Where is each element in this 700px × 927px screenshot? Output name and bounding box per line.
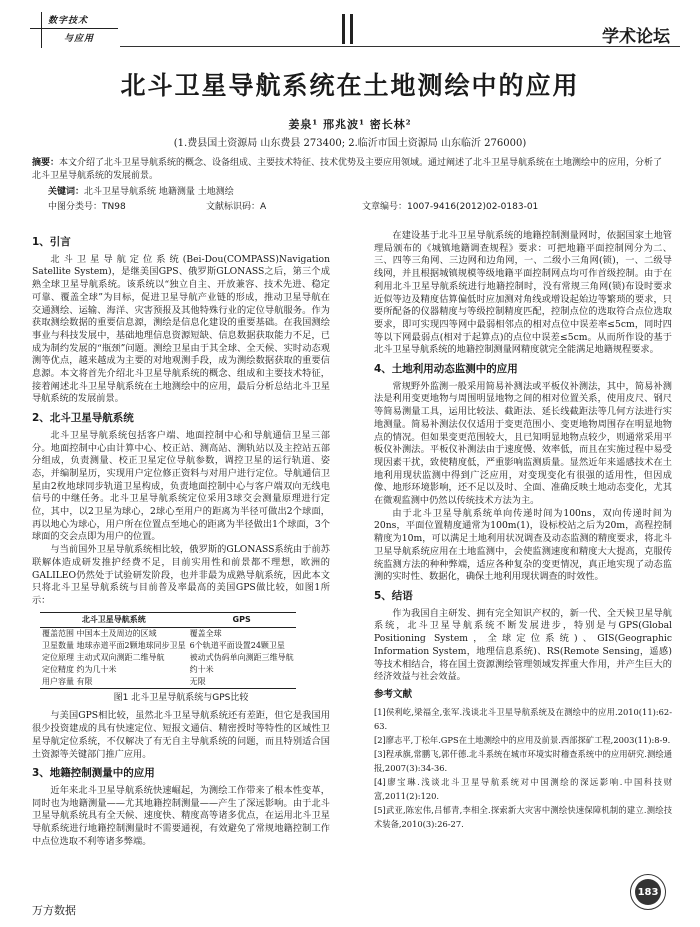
cell-beidou: 中国本土及周边的区域: [76, 628, 157, 638]
header-rule: [120, 46, 680, 47]
footer-source: 万方数据: [32, 904, 76, 917]
right-column: [374, 230, 672, 831]
left-column: [32, 230, 330, 848]
cell-gps: 约十米: [189, 664, 214, 674]
abstract-label: 摘要：: [32, 158, 60, 168]
table-row: [40, 652, 296, 664]
keywords: [48, 184, 668, 197]
reference-item: [1]侯利屹,梁福全,张军.浅谈北斗卫星导航系统及在测绘中的应用.2010(11):62-63.: [374, 706, 672, 731]
journal-logo: [30, 12, 118, 48]
cell-gps: 无限: [188, 676, 296, 689]
paragraph: 北斗卫星导航定位系统(Bei-Dou(COMPASS)Navigation Satellite System)，是继美国GPS、俄罗斯GLONASS之后，第三个成熟全球卫星导航系统。该系统以“独立自主、开放兼容、技术先进、稳定可靠、覆盖全球”为目标，促进卫星导航产业链的形成，推动卫星导航在交通测绘、运输、海洋、灾害预报及其他特殊行业的定位导航服务。作为获取测绘数据的重要信息源，测绘是信息化建设的重要基础。在我国测绘事业与科技发展中，基础地理信息资源短缺、信息数据获取能力不足，已成为制约发展的“瓶颈”问题。测绘卫星由于其全球、全天候、实时动态观测等优点，越来越成为主要的对地观测手段，成为测绘数据获取的重要信息源。本文将首先介绍北斗卫星导航系统的概念、组成和主要技术特征，接着阐述北斗卫星导航系统在土地测绘中的应用，最后分析总结北斗卫星导航系统的发展前景。: [32, 253, 330, 405]
cell-beidou: 地球赤道平面2颗地球同步卫星: [76, 640, 186, 650]
row-label: 卫星数量: [42, 640, 74, 650]
article-number: 文章编号：1007-9416(2012)02-0183-01: [362, 202, 539, 212]
reference-item: [4]廖宝琳.浅谈北斗卫星导航系统对中国测绘的深远影响.中国科技财富,2011(2):120.: [374, 776, 672, 801]
clc-number: 中图分类号：TN98: [48, 202, 126, 212]
figure-caption: 图1 北斗卫星导航系统与GPS比较: [113, 692, 249, 703]
paragraph: 在建设基于北斗卫星导航系统的地籍控制测量网时，依据国家土地管理局颁布的《城镇地籍调查规程》要求：可把地籍平面控制网分为二、三、四等三角网、三边网和边角网，一、二级小三角网(锁)，一、二级导线网，并且根据城镇规模等级地籍平面控制网点均可作首级控制。由于在利用北斗卫星导航系统进行地籍控制时，没有常规三角网(锁)布设时要求近似等边及精度估算偏低时应加测对角线或增设起始边等繁琐的要求，只要所配备的仪器精度与等级控制精度匹配，控制点位的选取符合点位选取要求，即可实现四等网中最弱相邻点的相对点位中误差率≤5cm，同时四等以下网最弱点(相对于起算点)的点位中误差≤5cm。从而所作设的基于北斗卫星导航系统的地籍控制测量网精度就完全能满足地籍规程要求。: [374, 230, 672, 356]
table-header-gps: GPS: [188, 612, 296, 627]
section-heading: 5、结语: [374, 589, 413, 602]
journal-logo-line2: 与应用: [64, 34, 95, 44]
cell-beidou: 主动式双向测距二维导航: [76, 652, 165, 662]
article-title: 北斗卫星导航系统在土地测绘中的应用: [120, 71, 580, 100]
cell-gps: 覆盖全球: [189, 628, 222, 638]
reference-item: [2]廖志平,丁松年.GPS在土地测绘中的应用及前景.西部探矿工程,2003(11):8-9.: [374, 734, 671, 745]
article-authors: 姜泉¹ 邢兆波¹ 密长林²: [288, 118, 412, 131]
table-row: [40, 676, 296, 689]
header-marks: [342, 14, 356, 44]
reference-item: [3]程承旗,常鹏飞,郭仟德.北斗系统在城市环境实时稽查系统中的应用研究.测绘通报,2007(3):34-36.: [374, 748, 672, 773]
references-heading: 参考文献: [374, 688, 413, 700]
abstract: [32, 157, 668, 183]
references-list: [374, 705, 672, 831]
paragraph: 与美国GPS相比较，虽然北斗卫星导航系统还有差距，但它是我国用很少投资建成的具有快速定位、短报文通信、精密授时等特性的区域性卫星导航定位系统，不仅解决了有无自主导航系统的问题，而且特别适合国土资源等关键部门推广应用。: [32, 710, 330, 760]
section-heading: 4、土地利用动态监测中的应用: [374, 363, 518, 376]
page-header: [0, 0, 700, 55]
paragraph: 近年来北斗卫星导航系统快速崛起，为测绘工作带来了根本性变革，同时也为地籍测量——尤其地籍控制测量——产生了深远影响。由于北斗卫星导航系统具有全天候、速度快、精度高等诸多优点，在运用北斗卫星导航系统进行地籍控制测量时不需要通视，有效避免了常规地籍控制工作中点位选取不利等诸多弊端。: [32, 784, 330, 847]
row-label: 覆盖范围: [42, 628, 74, 638]
paragraph: 与当前国外卫星导航系统相比较，俄罗斯的GLONASS系统由于前苏联解体造成研发推护经费不足，目前实用性和前景都不理想，欧洲的GALILEO仍然处于试验研发阶段，也并非最为成熟导航系统，因此本文只将北斗卫星导航系统与目前普及率最高的美国GPS做比较，如图1所示：: [32, 544, 330, 606]
section-label: 学术论坛: [602, 27, 670, 47]
table-header-beidou: 北斗卫星导航系统: [40, 612, 188, 627]
abstract-text: 本文介绍了北斗卫星导航系统的概念、设备组成、主要技术特征、技术优势及主要应用领域。通过阐述了北斗卫星导航系统在土地测绘中的应用，分析了北斗卫星导航系统的发展前景。: [32, 158, 663, 181]
paragraph: 作为我国自主研发、拥有完全知识产权的，新一代、全天候卫星导航系统，北斗卫星导航系统不断发展进步，特别是与GPS(Global Positioning System，全球定位系统)、GIS(Geographic Information System，地理信息系统)、RS(Remote Sensing，遥感)等技术相结合，将在国土资源测绘管理领域发挥重大作用，并产生巨大的经济效益与社会效益。: [374, 607, 672, 683]
page-number: 183: [635, 879, 661, 905]
article-affiliation: (1.费县国土资源局 山东费县 273400; 2.临沂市国土资源局 山东临沂 276000): [173, 138, 527, 149]
cell-beidou: 有限: [76, 676, 93, 686]
section-heading: 1、引言: [32, 236, 71, 248]
paragraph: 北斗卫星导航系统包括客户端、地面控制中心和导航通信卫星三部分。地面控制中心由计算中心、校正站、测高站、测轨站以及主控站五部分组成，负责测量、校正卫星定位导航参数，调控卫星的运行轨道、姿态，并编制星历，实现用户定位修正资料与对用户进行定位。导航通信卫星由2枚地球同步轨道卫星构成，负责地面控制中心与客户端双向无线电信号的中继任务。北斗卫星导航系统定位采用3球交会测量原理进行定位，其中，以2卫星为球心，2球心至用户的距离为半径可做出2个球面，再以地心为球心，用户所在位置点至地心的距离为半径做出1个球面，3个球面的交会点即为用户的位置。: [32, 429, 330, 543]
page-number-badge: [630, 874, 666, 910]
section-heading: 3、地籍控制测量中的应用: [32, 767, 155, 780]
keywords-label: 关键词：: [48, 187, 85, 197]
cell-beidou: 约为几十米: [76, 664, 117, 674]
doc-code: 文献标识码：A: [206, 202, 267, 212]
paragraph: 由于北斗卫星导航系统单向传递时间为100ns，双向传递时间为20ns，平面位置精度通常为100m(1)，设标校站之后为20m，高程控制精度为10m，可以满足土地利用状况调查及动态监测的精度要求，将北斗卫星导航系统应用在土地监测中，会使监测速度和精度大大提高，克服传统监测方法的种种弊端，适应各种复杂的变更情况，真正地实现了动态监测的实时性、数据化，确保土地利用现状调查的时效性。: [374, 507, 672, 583]
reference-item: [5]武亚,陈宏伟,吕郁青,李相全.探索新大灾害中测绘快速保障机制的建立.测绘技术装备,2010(3):26-27.: [374, 804, 672, 829]
row-label: 用户容量: [42, 676, 74, 686]
keywords-text: 北斗卫星导航系统 地籍测量 土地测绘: [84, 187, 234, 197]
journal-logo-line1: 数字技术: [48, 16, 89, 26]
cell-gps: 6个轨道平面设置24颗卫星: [189, 640, 285, 650]
table-row: [40, 627, 296, 640]
row-label: 定位精度: [42, 664, 74, 674]
cell-gps: 被动式伪码单向测距三维导航: [189, 652, 294, 662]
paragraph: 常规野外监测一般采用简易补测法或平板仪补测法，其中，简易补测法是利用变更地物与周围明显地物之间的相对位置关系，使用皮尺、钢尺等简易测量工具，运用比较法、截距法、延长线截距法等几何方法进行实地测量。简易补测法仅仅适用于变更范围小、变更地物周围存在明显地物点的情况。但如果变更范围较大，且已知明显地物点较少，则通常采用平板仪补测法。平板仪补测法由于速度慢、效率低，而且在实施过程中易受现因素干扰，致使精度低，严重影响监测质量。显然近年来遥感技术在土地利用现状监测中得到广泛应用，对变现变化有很强的适用性，但因成像、地形环境影响，还不足以及时、全面、准确反映土地动态变化，尤其在微观监测中仍然以传统技术方法为主。: [374, 380, 672, 507]
comparison-table: [40, 612, 296, 689]
table-row: [40, 664, 296, 676]
table-row: [40, 640, 296, 652]
section-heading: 2、北斗卫星导航系统: [32, 412, 134, 425]
row-label: 定位原理: [42, 652, 74, 662]
